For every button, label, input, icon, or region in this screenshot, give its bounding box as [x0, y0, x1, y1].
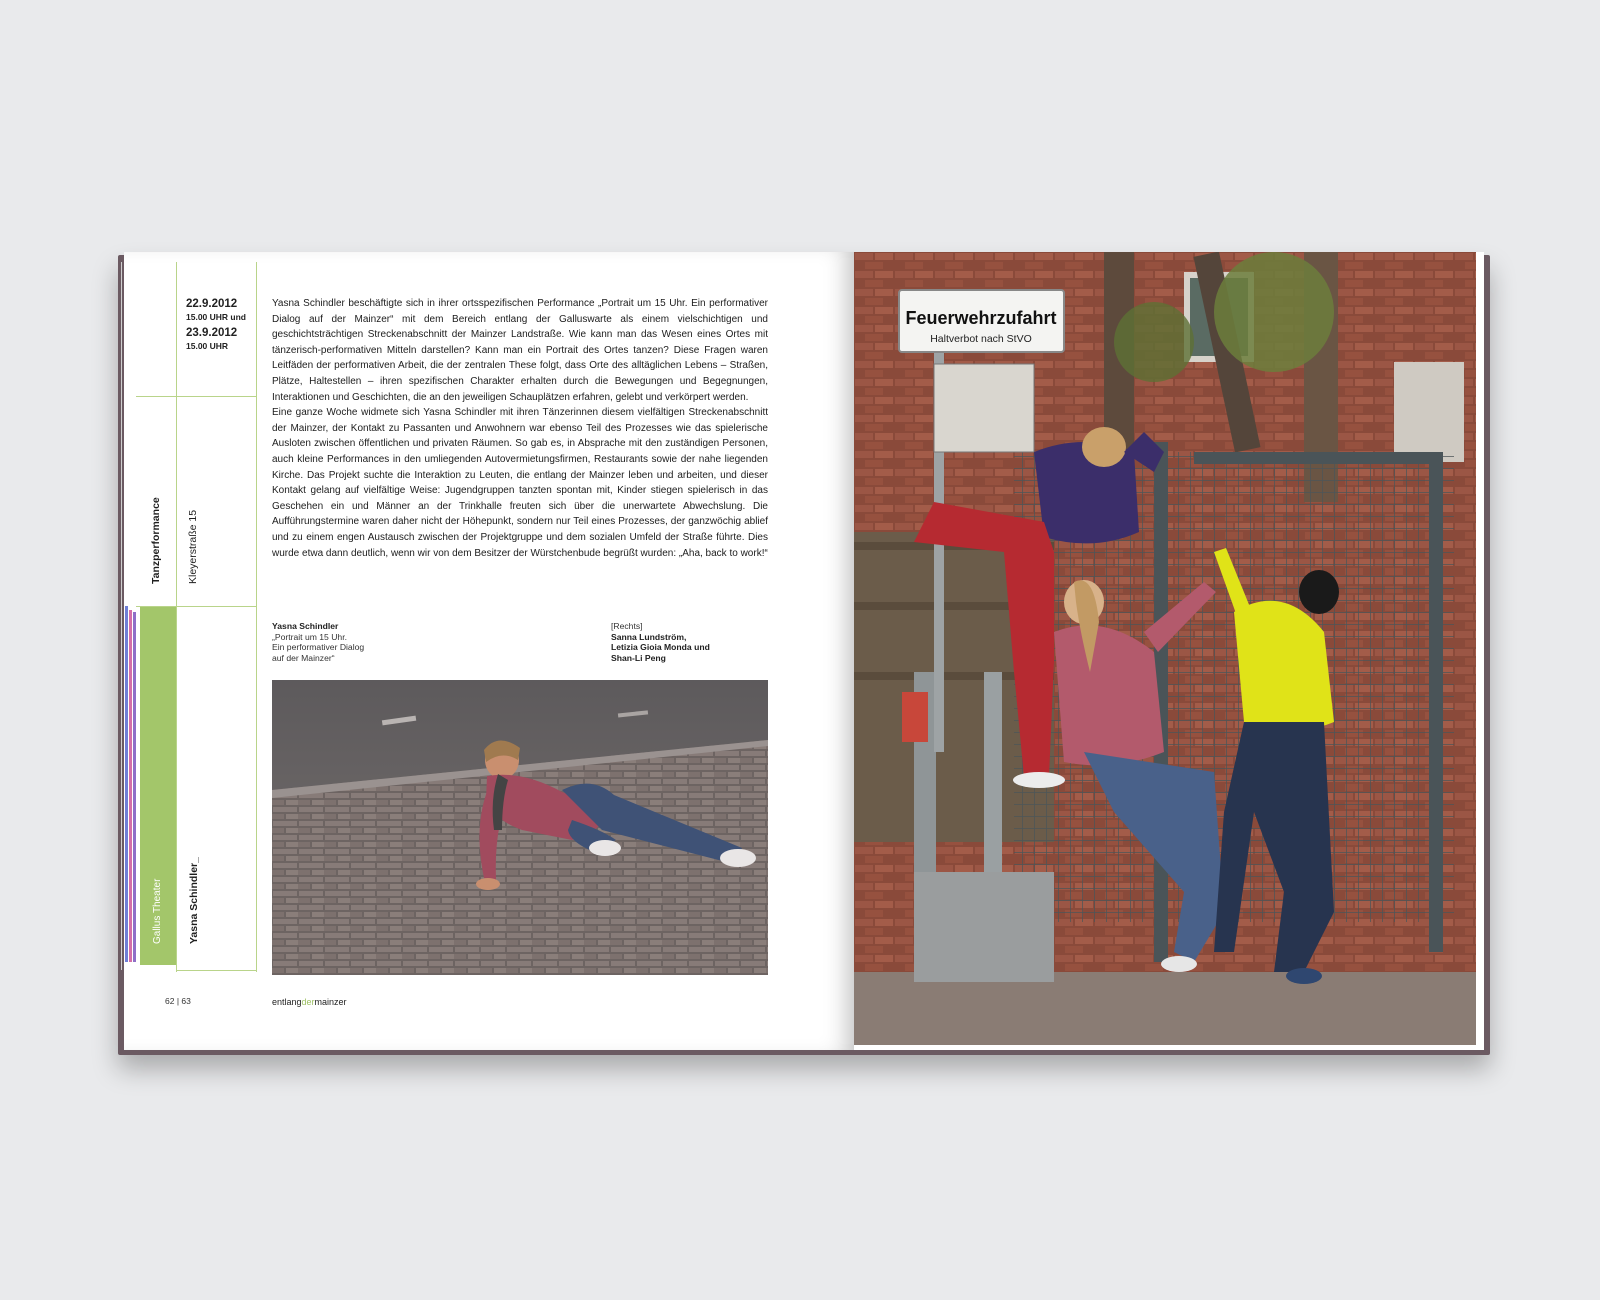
event-time-1: 15.00 UHR und — [186, 312, 246, 322]
category-label: Tanzperformance — [150, 497, 162, 584]
publication-brand — [272, 997, 347, 1007]
photo-dancers-at-gate-image — [854, 252, 1476, 1045]
page-numbers: 62 | 63 — [165, 996, 191, 1006]
caption-left-line: auf der Mainzer“ — [272, 652, 335, 663]
brand-part: mainzer — [314, 997, 347, 1007]
brand-part: entlang — [272, 997, 302, 1007]
article-paragraph: Yasna Schindler beschäftigte sich in ihrer ortsspezifischen Performance „Portrait um 15 Uhr. Ein performativer Dialog auf der Mainzer“ mit dem Bereich entlang der Galluswarte als einem vielschichtigen und geschichtsträchtigen Streckenabschnitt der Mainzer Landstraße. Wie kann man das Wesen eines Ortes mit tänzerisch-performativen Mitteln darstellen? Kann man ein Portrait des Ortes tanzen? Diese Fragen waren Leitfäden der performativen Arbeit, die der zentralen These folgt, dass Orte des alltäglichen Lebens – Straßen, Plätze, Haltestellen – ihren spezifischen Charakter erhalten durch die Bewegungen und Begegnungen, Interaktionen und Geschichten, die an den jeweiligen Schauplätzen erfahren, gelebt und verkörpert werden. — [272, 298, 768, 403]
venue-label: Gallus Theater — [152, 878, 163, 944]
caption-right-line: Sanna Lundström, — [611, 631, 687, 642]
brand-part: der — [301, 997, 315, 1007]
address-label: Kleyerstraße 15 — [187, 509, 199, 584]
caption-left-line: Ein performativer Dialog — [272, 642, 365, 652]
event-dates — [186, 298, 246, 356]
color-strip-purple — [133, 612, 136, 962]
caption-right-line: Letizia Gioia Monda und — [611, 642, 710, 652]
event-time-2: 15.00 UHR — [186, 341, 229, 351]
photo-dancer-on-street-image — [272, 680, 768, 975]
article-paragraph: Eine ganze Woche widmete sich Yasna Schindler mit ihren Tänzerinnen diesem vielfältigen Streckenabschnitt der Mainzer, der Kontakt zu Passanten und Anwohnern war ebenso Teil des Prozesses wie das spielerische Ausloten zwischen öffentlichen und privaten Räumen. So gab es, in Absprache mit den zuständigen Personen, auch kleine Performances in den umliegenden Autovermietungsfirmen, Restaurants sowie der nahe liegenden Kirche. Das Projekt suchte die Interaktion zu Leuten, die entlang der Mainzer leben und arbeiten, und dieser Kontakt gelang auf vielfältige Weise: Jugendgruppen tanzten spontan mit, Kinder stiegen spielerisch in das Geschehen ein und Männer an der Trinkhalle freuten sich über die unerwartete Abwechslung. Die Aufführungstermine waren daher nicht der Höhepunkt, sondern nur Teil eines Prozesses, der ganzwöchig ablief und zu einem engen Austausch zwischen der Projektgruppe und dem sozialen Umfeld der Straße führte. Dies wurde etwa dann deutlich, wenn wir von dem Besitzer der Würstchenbude begrüßt wurden: „Aha, back to work!“ — [272, 407, 768, 559]
photo-dancers-at-gate — [854, 252, 1476, 1045]
sidebar-rule — [256, 262, 257, 972]
left-edge-line — [121, 262, 122, 970]
event-date-2: 23.9.2012 — [186, 327, 238, 339]
caption-left-name: Yasna Schindler — [272, 621, 339, 631]
sign-title: Feuerwehrzufahrt — [905, 308, 1057, 328]
sidebar-rule — [176, 262, 177, 396]
caption-left — [272, 621, 364, 663]
event-date-1: 22.9.2012 — [186, 298, 238, 310]
sidebar-rule — [136, 396, 256, 397]
caption-right-line: Shan-Li Peng — [611, 652, 666, 663]
color-strip-blue — [125, 606, 128, 962]
photo-dancer-on-street — [272, 680, 768, 975]
sidebar-rule — [176, 396, 177, 972]
caption-right-label: [Rechts] — [611, 621, 643, 631]
caption-left-line: „Portrait um 15 Uhr. — [272, 631, 347, 642]
artist-label: Yasna Schindler_ — [188, 857, 200, 944]
color-strip-pink — [129, 610, 132, 962]
sidebar-rule — [176, 970, 256, 971]
sign-subtitle: Haltverbot nach StVO — [930, 333, 1032, 345]
article-body — [272, 296, 768, 561]
caption-right — [611, 621, 710, 663]
